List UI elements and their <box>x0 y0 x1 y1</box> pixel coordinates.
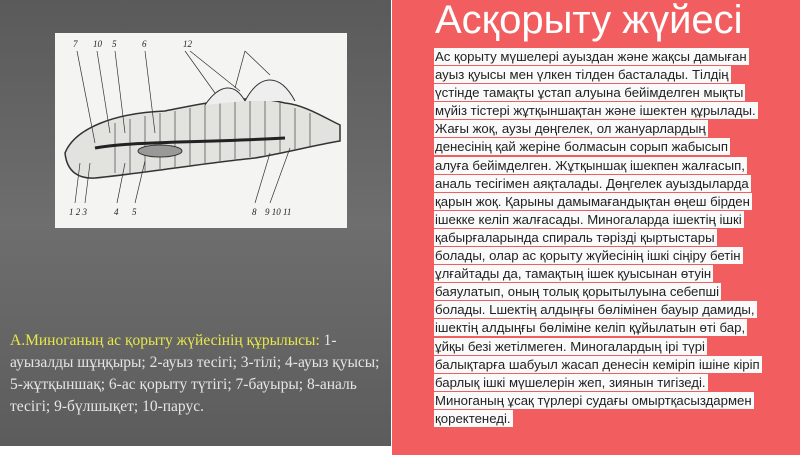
diagram-label-top: 5 <box>112 39 117 49</box>
body-text-line: болады. Lшектің алдыңғы бөлімінен бауыр дамиды, <box>435 302 755 318</box>
body-text-line: үстінде тамақты ұстап алуына бейімделген мықты <box>435 85 744 101</box>
body-text-line: алуға бейімделген. Жұтқыншақ ішекпен жалғасып, <box>435 157 745 173</box>
caption-title: А.Миноганың ас қорыту жүйесінің құрылысы: <box>10 332 320 349</box>
caption-text: 1-ауызалды шұңқыры; 2-ауыз тесігі; 3-тілі; 4-ауыз қуысы; 5-жұтқыншақ; 6-ас қорыту түтігі; 7-бауыры; 8-аналь тесігі; 9-бүлшықет; 10-парус. <box>10 332 380 415</box>
body-text-line: қарын жоқ. Қарыны дамымағандықтан өңеш бірден <box>435 193 750 209</box>
diagram-label-bottom: 1 2 3 <box>69 207 87 217</box>
body-text-line: Жағы жоқ, аузы дөңгелек, ол жануарлардың <box>435 121 706 137</box>
body-text-line: баяулатып, оның толық қорытылуына себепші <box>435 284 719 300</box>
diagram-label-bottom: 9 10 11 <box>265 207 292 217</box>
diagram-label-bottom: 4 <box>114 207 119 217</box>
body-text-line: ұлғайтады да, тамақтың ішек қуысынан өтуін <box>435 266 712 282</box>
diagram-label-bottom: 8 <box>252 207 257 217</box>
body-text-line: барлық ішкі мүшелерін жеп, зиянын тигізеді. <box>435 374 706 390</box>
body-text-line: Ас қорыту мүшелері ауыздан және жақсы дамыған <box>435 49 747 64</box>
lamprey-digestive-diagram <box>55 33 347 228</box>
body-text <box>434 48 794 428</box>
diagram-label-bottom: 5 <box>132 207 137 217</box>
diagram-label-top: 6 <box>142 39 147 49</box>
body-text-line: балықтарға шабуыл жасап денесін кеміріп ішіне кіріп <box>435 356 760 372</box>
lamprey-illustration <box>55 33 347 228</box>
slide-title: Асқорыту жүйесі <box>435 0 743 42</box>
body-text-line: мүйіз тістері жұтқыншақтан және ішектен құрылады. <box>435 103 756 119</box>
body-text-line: болады, олар ас қорыту жүйесінің ішкі сіңіру бетін <box>435 248 741 264</box>
diagram-label-top: 7 <box>73 39 78 49</box>
diagram-label-top: 10 <box>93 39 102 49</box>
diagram-caption <box>10 330 382 418</box>
body-text-line: ішекке келіп жалғасады. Миногаларда ішектің ішкі <box>435 211 742 227</box>
body-text-line: ұйқы безі жетілмеген. Миногалардың ірі түрі <box>435 338 705 354</box>
body-text-line: ауыз қуысы мен үлкен тілден басталады. Тілдің <box>435 67 729 83</box>
body-text-line: қабырғаларында спираль тәрізді қыртыстары <box>435 229 715 245</box>
body-text-line: денесінің қай жеріне болмасын сорып жабысып <box>435 139 728 155</box>
body-text-line: ішектің алдыңғы бөліміне келіп құйылатын өті бар, <box>435 320 746 336</box>
body-text-line: аналь тесігімен аяқталады. Дөңгелек ауыздыларда <box>435 175 749 191</box>
left-image-panel <box>0 0 391 446</box>
body-text-line: Миноганың ұсақ түрлері судағы омыртқасыздармен <box>435 392 752 408</box>
body-text-line: қоректенеді. <box>435 410 511 426</box>
diagram-label-top: 12 <box>183 39 192 49</box>
